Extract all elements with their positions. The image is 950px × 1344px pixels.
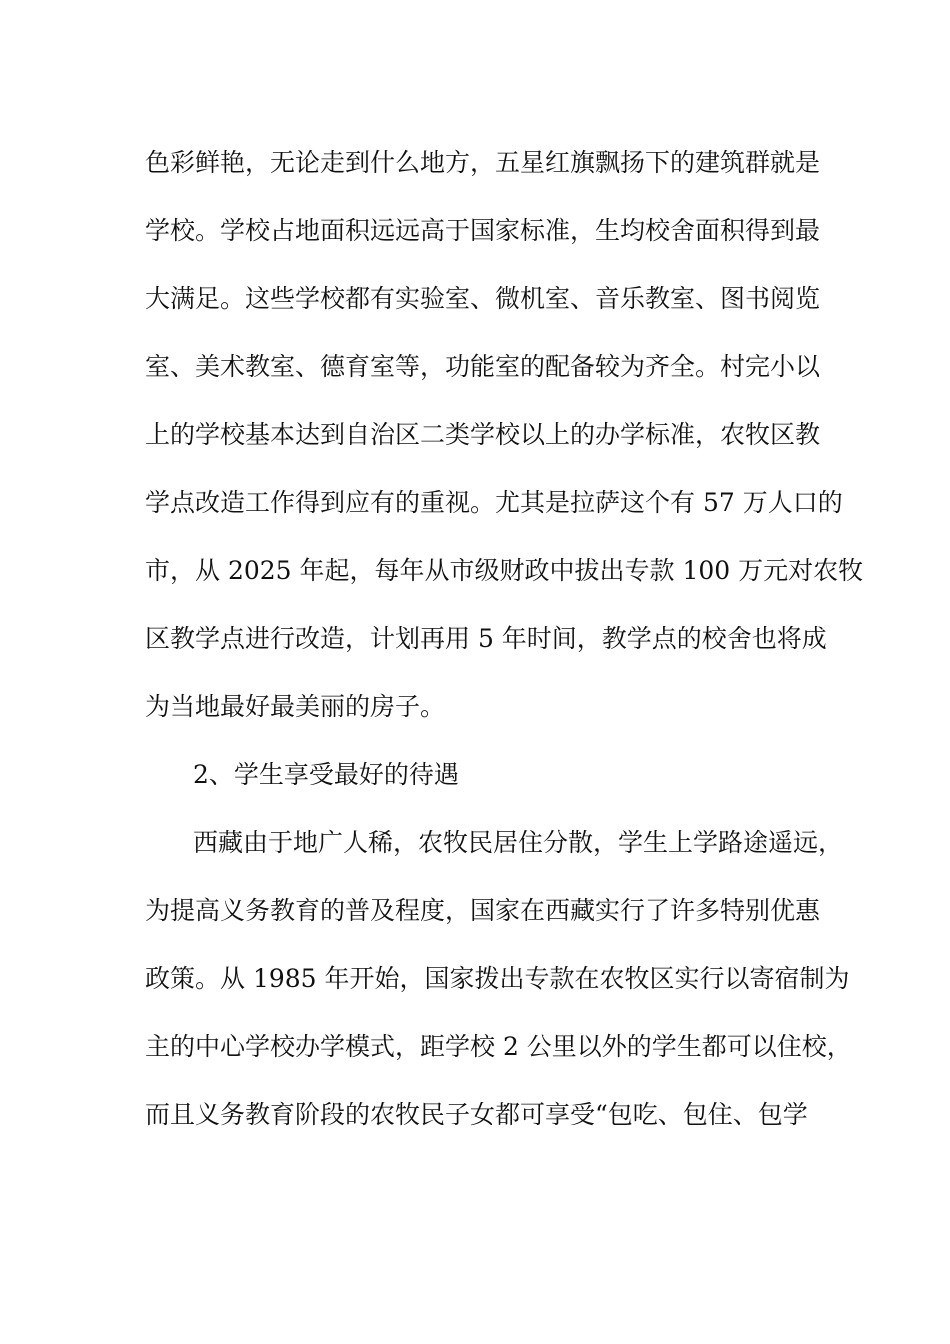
body-text [145,129,864,1149]
text-line: 政策。从 1985 年开始，国家拨出专款在农牧区实行以寄宿制为 [145,964,850,993]
text-line: 为当地最好最美丽的房子。 [145,692,446,721]
text-line: 西藏由于地广人稀，农牧民居住分散，学生上学路途遥远， [193,828,844,857]
text-line: 而且义务教育阶段的农牧民子女都可享受“包吃、包住、包学 [145,1100,808,1129]
text-line: 为提高义务教育的普及程度，国家在西藏实行了许多特别优惠 [145,896,821,925]
text-line: 大满足。这些学校都有实验室、微机室、音乐教室、图书阅览 [145,284,821,313]
section-heading: 2、学生享受最好的待遇 [193,760,459,789]
text-line: 学点改造工作得到应有的重视。尤其是拉萨这个有 57 万人口的 [145,488,843,517]
text-line: 室、美术教室、德育室等，功能室的配备较为齐全。村完小以 [145,352,821,381]
text-line: 上的学校基本达到自治区二类学校以上的办学标准，农牧区教 [145,420,821,449]
text-line: 色彩鲜艳，无论走到什么地方，五星红旗飘扬下的建筑群就是 [145,148,821,177]
text-line: 主的中心学校办学模式，距学校 2 公里以外的学生都可以住校， [145,1032,852,1061]
text-line: 市，从 2025 年起，每年从市级财政中拔出专款 100 万元对农牧 [145,556,864,585]
text-line: 学校。学校占地面积远远高于国家标准，生均校舍面积得到最 [145,216,821,245]
text-line: 区教学点进行改造，计划再用 5 年时间，教学点的校舍也将成 [145,624,827,653]
